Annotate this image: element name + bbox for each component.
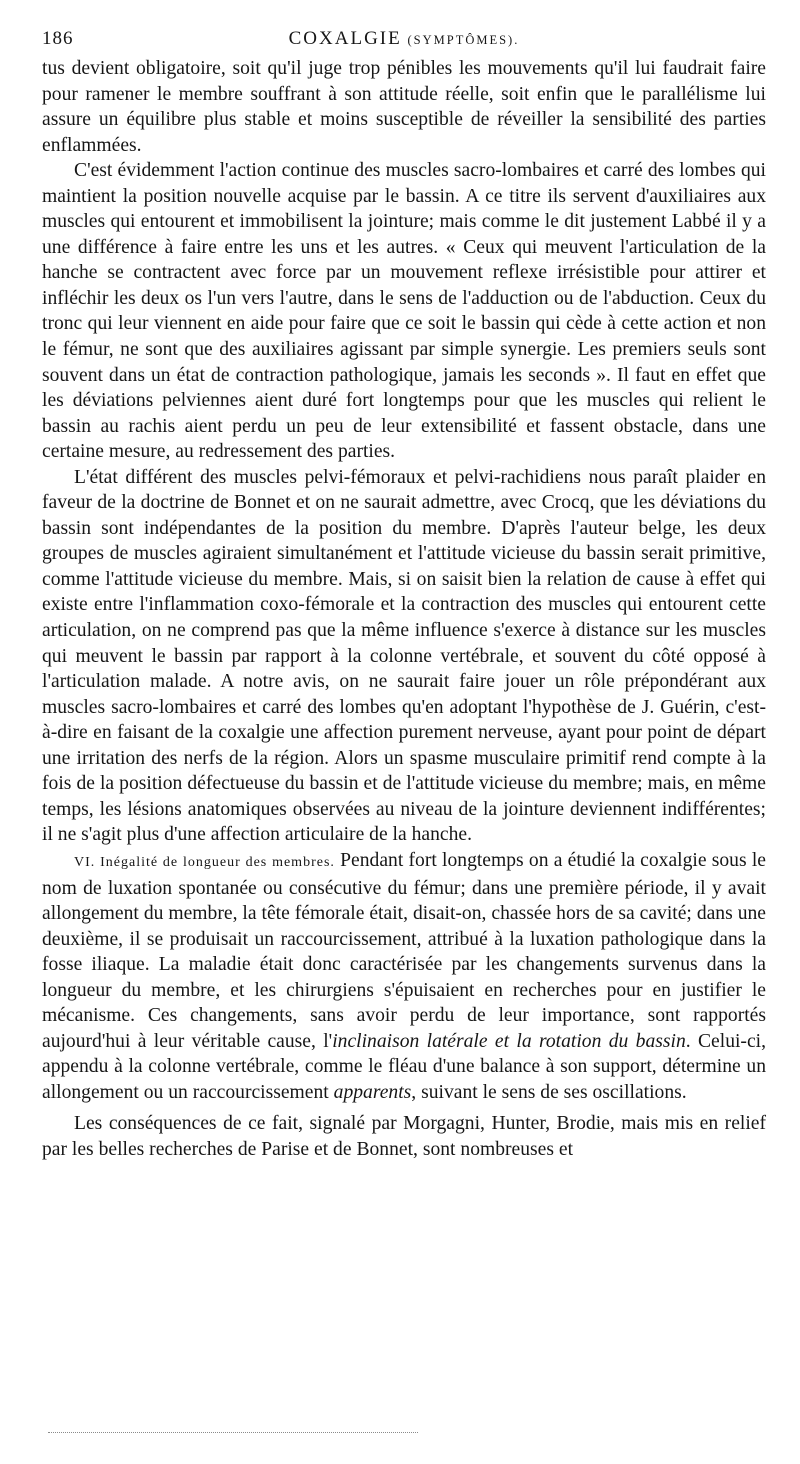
section-text-part-1: Pendant fort longtemps on a étudié la coxalgie sous le nom de luxation spontanée ou consécutive du fémur; dans une première période, il y avait allongement du membre, la tête fémorale était, disait-on, chassée hors de sa cavité; dans une deuxième, il se produisait un raccourcissement, attribué à la luxation pathologique dans la fosse iliaque. La maladie était donc caractérisée par les changements survenus dans la longueur du membre, et les chirurgiens s'épuisaient en recherches pour en justifier le mécanisme. Ces changements, sans avoir perdu de leur importance, sont rapportés aujourd'hui à leur véritable cause, l': [42, 849, 766, 1052]
running-header: [42, 22, 766, 56]
paragraph-continuation: tus devient obligatoire, soit qu'il juge trop pénibles les mouvements qu'il lui faudrait faire pour ramener le membre souffrant à son attitude réelle, soit enfin que le parallélisme lui assure un équilibre plus stable et moins susceptible de réveiller la sensibilité des parties enflammées.: [42, 58, 766, 156]
book-page: [42, 22, 766, 1163]
section-italic-inclinaison: inclinaison latérale et la rotation du bassin: [332, 1030, 686, 1052]
running-title: [42, 28, 766, 50]
section-italic-apparents: apparents: [333, 1081, 412, 1103]
paragraph-muscles-pelvi-femoraux: L'état différent des muscles pelvi-fémoraux et pelvi-rachidiens nous paraît plaider en faveur de la doctrine de Bonnet et on ne saurait admettre, avec Crocq, que les déviations du bassin sont indépendantes de la position du membre. D'après l'auteur belge, les deux groupes de muscles agiraient simultanément et l'attitude vicieuse du bassin serait primitive, comme l'attitude vicieuse du membre. Mais, si on saisit bien la relation de cause à effet qui existe entre l'inflammation coxo-fémorale et la contraction des muscles qui entourent cette articulation, on ne comprend pas que la même influence s'exerce à distance sur les muscles qui meuvent le bassin par rapport à la colonne vertébrale, et souvent du côté opposé à l'articulation malade. A notre avis, on ne saurait faire jouer un rôle prépondérant aux muscles sacro-lombaires et carré des lombes qu'en adoptant l'hypothèse de J. Guérin, c'est-à-dire en faisant de la coxalgie une affection purement nerveuse, ayant pour point de départ une irritation des nerfs de la région. Alors un spasme musculaire primitif rend compte à la fois de la position défectueuse du bassin et de l'attitude vicieuse du membre; mais, en même temps, les lésions anatomiques observées au niveau de la jointure deviennent indifférentes; il ne s'agit plus d'une affection articulaire de la hanche.: [42, 466, 766, 846]
paragraph-section-vi: [42, 848, 766, 1105]
running-title-subtitle: (SYMPTÔMES).: [407, 33, 520, 47]
section-text-part-2: . Celui-ci, appendu à la colonne vertébrale, comme le fléau d'une balance à son support, détermine un allongement ou un raccourcissement: [42, 1030, 767, 1103]
footer-dotted-rule: [48, 1432, 418, 1433]
section-heading: VI. Inégalité de longueur des membres.: [74, 854, 335, 870]
body-text: [42, 56, 766, 1163]
paragraph-sacro-lombaires: C'est évidemment l'action continue des muscles sacro-lombaires et carré des lombes qui maintient la position nouvelle acquise par le bassin. A ce titre ils servent d'auxiliaires aux muscles qui entourent et immobilisent la jointure; mais comme le dit justement Labbé il y a une différence à faire entre les uns et les autres. « Ceux qui meuvent l'articulation de la hanche se contractent avec force par un mouvement reflexe irrésistible pour attirer et infléchir les deux os l'un vers l'autre, dans le sens de l'adduction ou de l'abduction. Ceux du tronc qui leur viennent en aide pour faire que ce soit le bassin qui cède à cette action et non le fémur, ne sont que des auxiliaires agissant par simple synergie. Les premiers seuls sont souvent dans un état de contraction pathologique, jamais les seconds ». Il faut en effet que les déviations pelviennes aient duré fort longtemps pour que les muscles qui relient le bassin au rachis aient perdu un peu de leur extensibilité et fassent obstacle, dans une certaine mesure, au redressement des parties.: [42, 160, 766, 463]
page-number: 186: [42, 28, 74, 49]
running-title-main: COXALGIE: [288, 28, 402, 49]
paragraph-consequences: Les conséquences de ce fait, signalé par Morgagni, Hunter, Brodie, mais mis en relief par les belles recherches de Parise et de Bonnet, sont nombreuses et: [42, 1113, 766, 1160]
section-text-part-3: , suivant le sens de ses oscillations.: [411, 1081, 687, 1103]
